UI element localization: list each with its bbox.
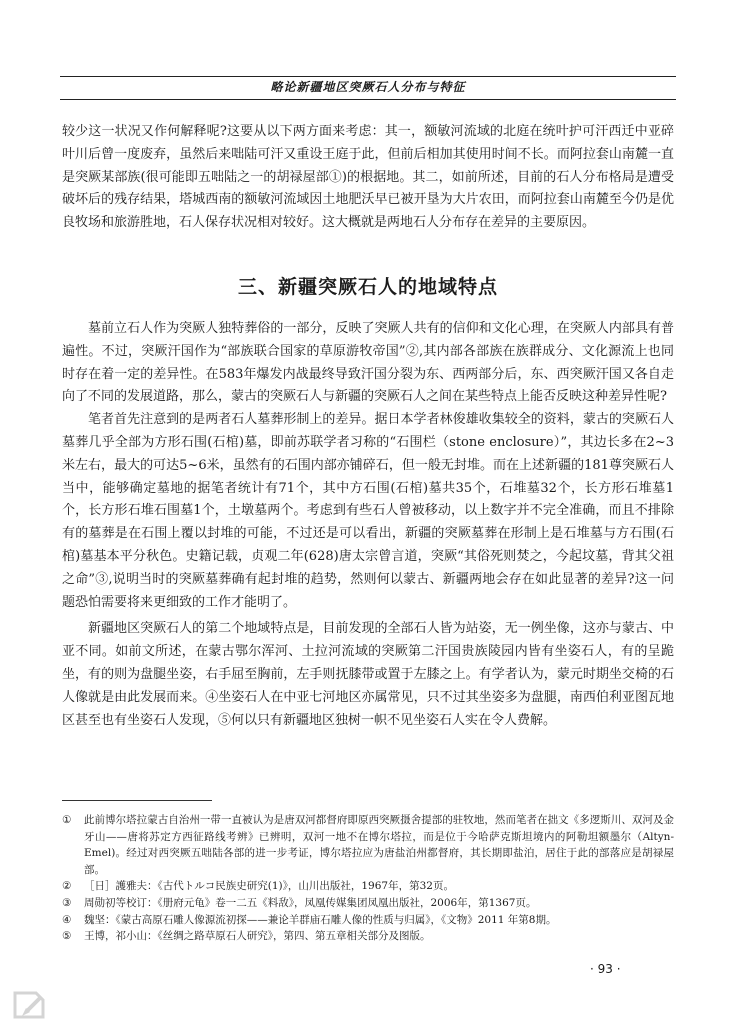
footnote-5 xyxy=(62,928,674,945)
corner-logo-icon xyxy=(12,990,46,1020)
footnote-1 xyxy=(62,812,674,878)
footnote-mark: ① xyxy=(62,814,72,826)
section-heading: 三、新疆突厥石人的地域特点 xyxy=(237,276,498,298)
footnote-text: ［日］護雅夫：《古代トルコ民族史研究(1)》，山川出版社，1967年，第32页。 xyxy=(84,880,454,893)
header-rule-bottom xyxy=(60,99,676,100)
footnote-text: 此前博尔塔拉蒙古自治州一带一直被认为是唐双河都督府即原西突厥摄舍提部的驻牧地，然而笔者在拙文《多逻斯川、双河及金牙山——唐将苏定方西征路线考辨》已辨明，双河一地不在博尔塔拉，而是位于今哈萨克斯坦境内的阿勒坦额墨尔（Altyn-Emel)。经过对西突厥五咄陆各部的进一步考证，博尔塔拉应为唐盐泊州都督府，其长期即盐泊，居住于此的部落应是胡禄屋部。 xyxy=(84,814,674,876)
body-paragraph-3: 新疆地区突厥石人的第二个地域特点是，目前发现的全部石人皆为站姿，无一例坐像，这亦与蒙古、中亚不同。如前文所述，在蒙古鄂尔浑河、土拉河流域的突厥第二汗国贵族陵园内皆有坐姿石人，有的呈跪坐，有的则为盘腿坐姿，右手屈至胸前，左手则抚膝带或置于左膝之上。有学者认为，蒙元时期坐交椅的石人像就是由此发展而来。④坐姿石人在中亚七河地区亦属常见，只不过其坐姿多为盘腿，南西伯利亚图瓦地区甚至也有坐姿石人发现，⑤何以只有新疆地区独树一帜不见坐姿石人实在令人费解。 xyxy=(62,621,674,728)
footnote-text: 王博，祁小山：《丝绸之路草原石人研究》，第四、第五章相关部分及图版。 xyxy=(84,930,431,943)
intro-paragraph: 较少这一状况又作何解释呢?这要从以下两方面来考虑：其一，额敏河流域的北庭在统叶护可汗西迁中亚碎叶川后曾一度废弃，虽然后来咄陆可汗又重设王庭于此，但前后相加其使用时间不长。而阿拉套山南麓一直是突厥某部族(很可能即五咄陆之一的胡禄屋部①)的根据地。其二，如前所述，目前的石人分布格局是遭受破坏后的残存结果，塔城西南的额敏河流域因土地肥沃早已被开垦为大片农田，而阿拉套山南麓至今仍是优良牧场和旅游胜地，石人保存状况相对较好。这大概就是两地石人分布存在差异的主要原因。 xyxy=(62,124,674,231)
footnote-mark: ③ xyxy=(62,896,72,909)
running-header: 略论新疆地区突厥石人分布与特征 xyxy=(270,80,466,94)
footnote-separator xyxy=(62,800,212,801)
footnotes xyxy=(62,812,674,945)
footnote-4 xyxy=(62,912,674,929)
header-rule-top xyxy=(60,76,676,77)
footnote-mark: ⑤ xyxy=(62,930,72,943)
body-paragraph-1: 墓前立石人作为突厥人独特葬俗的一部分，反映了突厥人共有的信仰和文化心理，在突厥人内部具有普遍性。不过，突厥汗国作为“部族联合国家的草原游牧帝国”②,其内部各部族在族群成分、文化源流上也同时存在着一定的差异性。在583年爆发内战最终导致汗国分裂为东、西两部分后，东、西突厥汗国又各自走向了不同的发展道路，那么，蒙古的突厥石人与新疆的突厥石人之间在某些特点上能否反映这种差异性呢? xyxy=(62,321,674,405)
intro-paragraph-block xyxy=(62,121,674,235)
footnote-text: 魏坚：《蒙古高原石雕人像源流初探——兼论羊群庙石雕人像的性质与归属》，《文物》2011 年第8期。 xyxy=(84,913,557,926)
page-number: · 93 · xyxy=(590,962,621,976)
footnote-2 xyxy=(62,878,674,895)
footnote-mark: ② xyxy=(62,880,72,893)
section-body xyxy=(62,318,674,732)
footnote-text: 周勋初等校订：《册府元龟》卷一二五《料敌》，凤凰传媒集团凤凰出版社，2006年，第1367页。 xyxy=(84,896,537,909)
body-paragraph-2: 笔者首先注意到的是两者石人墓葬形制上的差异。据日本学者林俊雄收集较全的资料，蒙古的突厥石人墓葬几乎全部为方形石围(石棺)墓，即前苏联学者习称的“石围栏（stone enclosure）”，其边长多在2~3米左右，最大的可达5~6米，虽然有的石围内部亦铺碎石，但一般无封堆。而在上述新疆的181尊突厥石人当中，能够确定墓地的据笔者统计有71个，其中方石围(石棺)墓共35个，石堆墓32个，长方形石堆墓1个，长方形石堆石围墓1个，土墩墓两个。考虑到有些石人曾被移动，以上数字并不完全准确，而且不排除有的墓葬是在石围上覆以封堆的可能，不过还是可以看出，新疆的突厥墓葬在形制上是石堆墓与方石围(石棺)墓基本平分秋色。史籍记载，贞观二年(628)唐太宗曾言道，突厥“其俗死则焚之，今起坟墓，背其父祖之命”③,说明当时的突厥墓葬确有起封堆的趋势，然则何以蒙古、新疆两地会存在如此显著的差异?这一问题恐怕需要将来更细致的工作才能明了。 xyxy=(62,412,674,610)
footnote-mark: ④ xyxy=(62,913,72,926)
footnote-3 xyxy=(62,895,674,912)
